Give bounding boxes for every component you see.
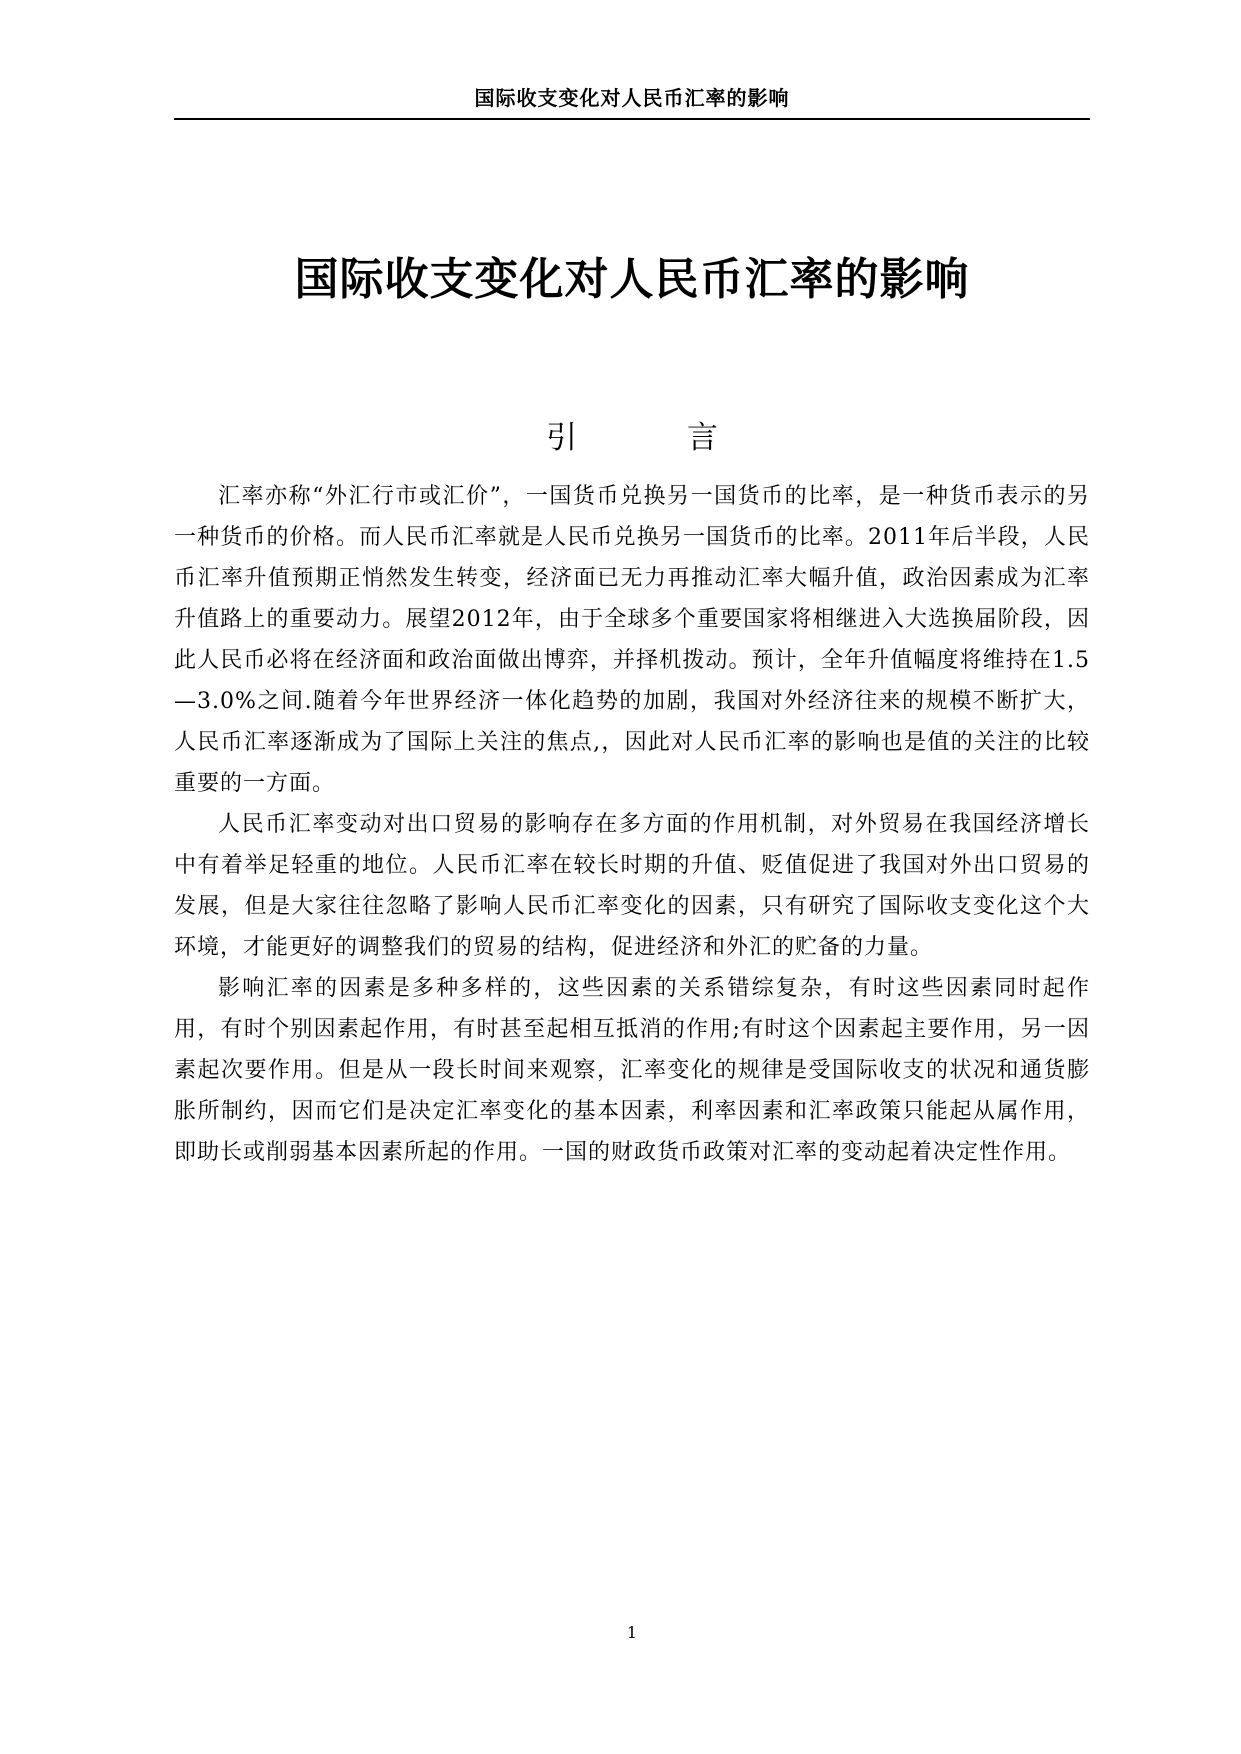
paragraph-1: 汇率亦称“外汇行市或汇价”，一国货币兑换另一国货币的比率，是一种货币表示的另一种货币的价格。而人民币汇率就是人民币兑换另一国货币的比率。2011年后半段，人民币汇率升值预期正悄然发生转变，经济面已无力再推动汇率大幅升值，政治因素成为汇率升值路上的重要动力。展望2012年，由于全球多个重要国家将相继进入大选换届阶段，因此人民币必将在经济面和政治面做出博弈，并择机拨动。预计，全年升值幅度将维持在1.5—3.0%之间.随着今年世界经济一体化趋势的加剧，我国对外经济往来的规模不断扩大，人民币汇率逐渐成为了国际上关注的焦点,，因此对人民币汇率的影响也是值的关注的比较重要的一方面。: [174, 484, 1090, 796]
page-number: 1: [626, 1623, 638, 1642]
document-title: 国际收支变化对人民币汇率的影响: [294, 254, 970, 305]
body-text: [174, 476, 1090, 1173]
header-rule: [174, 118, 1090, 120]
paragraph-3: 影响汇率的因素是多种多样的，这些因素的关系错综复杂，有时这些因素同时起作用，有时个别因素起作用，有时甚至起相互抵消的作用;有时这个因素起主要作用，另一因素起次要作用。但是从一段长时间来观察，汇率变化的规律是受国际收支的状况和通货膨胀所制约，因而它们是决定汇率变化的基本因素，利率因素和汇率政策只能起从属作用，即助长或削弱基本因素所起的作用。一国的财政货币政策对汇率的变动起着决定性作用。: [174, 976, 1090, 1165]
section-heading: 引 言: [546, 420, 768, 456]
paragraph-2: 人民币汇率变动对出口贸易的影响存在多方面的作用机制，对外贸易在我国经济增长中有着举足轻重的地位。人民币汇率在较长时期的升值、贬值促进了我国对外出口贸易的发展，但是大家往往忽略了影响人民币汇率变化的因素，只有研究了国际收支变化这个大环境，才能更好的调整我们的贸易的结构，促进经济和外汇的贮备的力量。: [174, 812, 1090, 960]
running-header: 国际收支变化对人民币汇率的影响: [474, 86, 790, 110]
